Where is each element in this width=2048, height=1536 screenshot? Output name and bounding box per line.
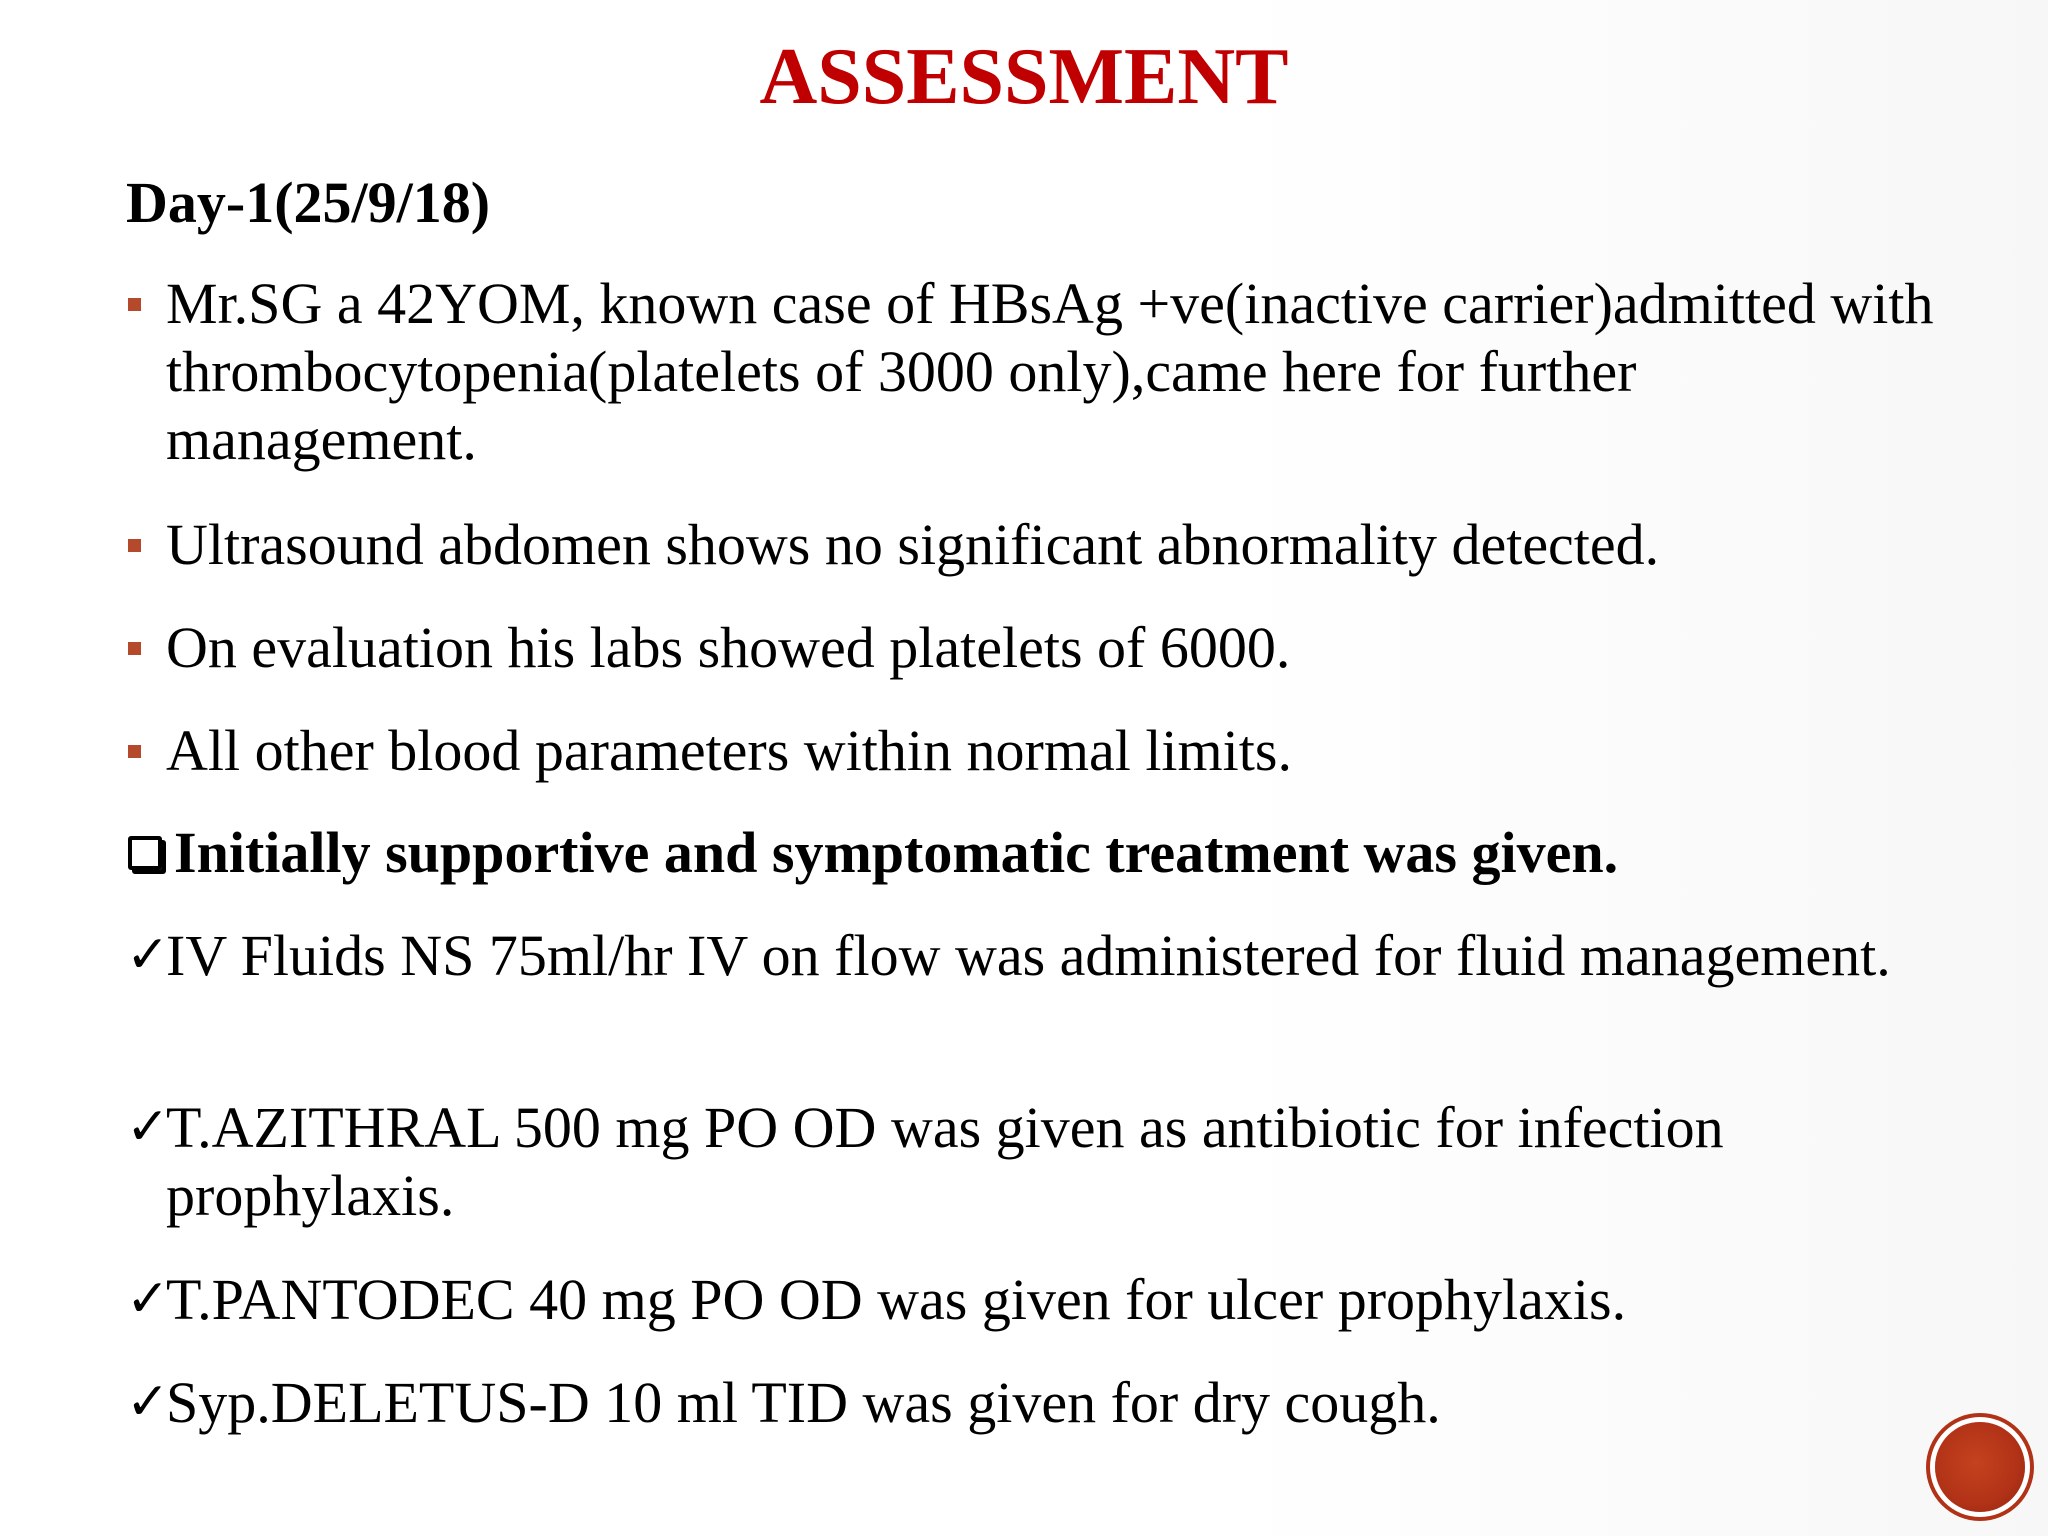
list-item-text: Mr.SG a 42YOM, known case of HBsAg +ve(inactive carrier)admitted with thrombocytopenia(platelets of 3000 only),came here for further management. <box>166 271 1934 472</box>
list-item <box>126 614 1956 682</box>
list-item <box>126 270 1956 474</box>
list-item <box>126 511 1956 579</box>
square-bullet-icon <box>128 642 141 655</box>
section-heading-text: Initially supportive and symptomatic treatment was given. <box>174 820 1619 885</box>
square-bullet-icon <box>128 539 141 552</box>
list-item-text: All other blood parameters within normal limits. <box>166 718 1292 783</box>
section-heading <box>126 819 1956 887</box>
checkbox-icon <box>128 836 162 870</box>
list-item <box>126 1266 1956 1334</box>
square-bullet-icon <box>128 745 141 758</box>
list-item-text: T.PANTODEC 40 mg PO OD was given for ulcer prophylaxis. <box>166 1267 1627 1332</box>
slide-title: ASSESSMENT <box>759 33 1289 121</box>
list-item-text: Ultrasound abdomen shows no significant abnormality detected. <box>166 512 1660 577</box>
square-bullet-icon <box>128 298 141 311</box>
list-item-text: Syp.DELETUS-D 10 ml TID was given for dry cough. <box>166 1370 1441 1435</box>
list-item-text: T.AZITHRAL 500 mg PO OD was given as antibiotic for infection prophylaxis. <box>166 1095 1724 1228</box>
list-item <box>126 1094 1956 1230</box>
checkmark-icon: ✓ <box>126 927 170 984</box>
checkmark-icon: ✓ <box>126 1099 170 1156</box>
list-item-text: IV Fluids NS 75ml/hr IV on flow was administered for fluid management. <box>166 923 1891 988</box>
day-heading: Day-1(25/9/18) <box>126 170 491 235</box>
list-item-text: On evaluation his labs showed platelets of 6000. <box>166 615 1291 680</box>
list-item <box>126 717 1956 785</box>
checkmark-icon: ✓ <box>126 1271 170 1328</box>
accent-circle-icon <box>1935 1422 2025 1512</box>
list-item <box>126 1369 1956 1437</box>
checkmark-icon: ✓ <box>126 1374 170 1431</box>
list-item <box>126 922 1956 990</box>
